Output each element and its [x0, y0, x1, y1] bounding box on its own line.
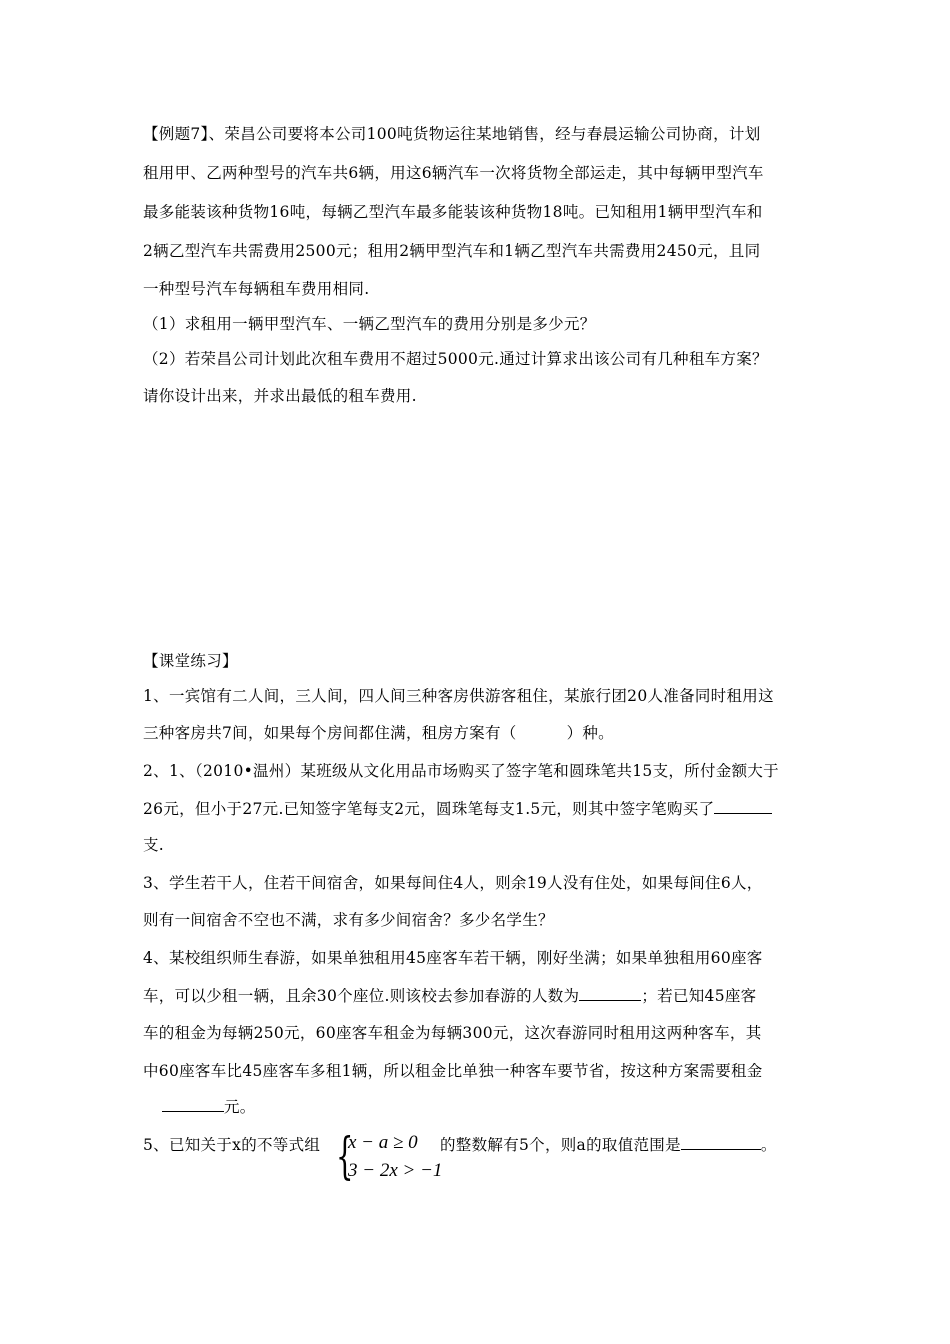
example7-question-2-cont: 请你设计出来，并求出最低的租车费用.: [143, 387, 417, 405]
practice-heading: 【课堂练习】: [143, 652, 238, 670]
q4-line-4: 中60座客车比45座客车多租1辆，所以租金比单独一种客车要节省，按这种方案需要租金: [143, 1062, 763, 1080]
q1-line-1: 1、一宾馆有二人间，三人间，四人间三种客房供游客租住，某旅行团20人准备同时租用这: [143, 687, 774, 705]
q5-suffix-text: 的整数解有5个，则a的取值范围是: [440, 1136, 681, 1154]
q1-line-2-text: 三种客房共7间，如果每个房间都住满，租房方案有（: [143, 724, 517, 742]
left-brace-icon: {: [336, 1127, 354, 1185]
q4-line-1: 4、某校组织师生春游，如果单独租用45座客车若干辆，刚好坐满；如果单独租用60座客: [143, 949, 763, 967]
q2-answer-blank: [714, 799, 772, 814]
q5-answer-blank: [681, 1135, 761, 1150]
inequality-1: x − a ≥ 0: [348, 1132, 418, 1153]
q1-line-2-end: ）种。: [566, 724, 614, 742]
example7-line-3: 最多能装该种货物16吨，每辆乙型汽车最多能装该种货物18吨。已知租用1辆甲型汽车和: [143, 203, 763, 221]
q4-answer-blank-2: [162, 1097, 224, 1112]
example7-line-4: 2辆乙型汽车共需费用2500元；租用2辆甲型汽车和1辆乙型汽车共需费用2450元，且同: [143, 242, 761, 260]
q4-line-2: [143, 986, 813, 1006]
example7-line-2: 租用甲、乙两种型号的汽车共6辆，用这6辆汽车一次将货物全部运走，其中每辆甲型汽车: [143, 164, 764, 182]
q3-line-1: 3、学生若干人，住若干间宿舍，如果每间住4人，则余19人没有住处，如果每间住6人，: [143, 874, 763, 892]
q2-line-3: 支.: [143, 836, 165, 854]
q2-line-2-text: 26元，但小于27元.已知签字笔每支2元，圆珠笔每支1.5元，则其中签字笔购买了: [143, 800, 715, 818]
q2-line-1: 2、1、（2010•温州）某班级从文化用品市场购买了签字笔和圆珠笔共15支，所付金额大于: [143, 762, 779, 780]
example7-question-1: （1）求租用一辆甲型汽车、一辆乙型汽车的费用分别是多少元？: [143, 315, 596, 333]
q1-line-2: [143, 723, 813, 743]
example7-line-5: 一种型号汽车每辆租车费用相同.: [143, 280, 370, 298]
q3-line-2: 则有一间宿舍不空也不满，求有多少间宿舍？多少名学生？: [143, 911, 554, 929]
q4-line-5: [162, 1097, 832, 1117]
q5-prefix: 5、已知关于x的不等式组: [143, 1136, 321, 1154]
example7-line-1: 【例题7】、荣昌公司要将本公司100吨货物运往某地销售，经与春晨运输公司协商，计划: [143, 125, 761, 143]
q4-line-2-text: 车，可以少租一辆，且余30个座位.则该校去参加春游的人数为: [143, 987, 580, 1005]
q4-line-2-end: ；若已知45座客: [641, 987, 757, 1005]
q5-suffix: [440, 1135, 810, 1155]
q4-answer-blank-1: [579, 986, 641, 1001]
q2-line-2: [143, 799, 813, 819]
example7-question-2: （2）若荣昌公司计划此次租车费用不超过5000元.通过计算求出该公司有几种租车方案？: [143, 350, 768, 368]
inequality-2: 3 − 2x > −1: [348, 1160, 443, 1181]
inequality-system: [336, 1127, 443, 1185]
q4-line-5-text: 元。: [224, 1098, 256, 1116]
q4-line-3: 车的租金为每辆250元，60座客车租金为每辆300元，这次春游同时租用这两种客车，其: [143, 1024, 762, 1042]
q5-end: 。: [760, 1136, 777, 1154]
